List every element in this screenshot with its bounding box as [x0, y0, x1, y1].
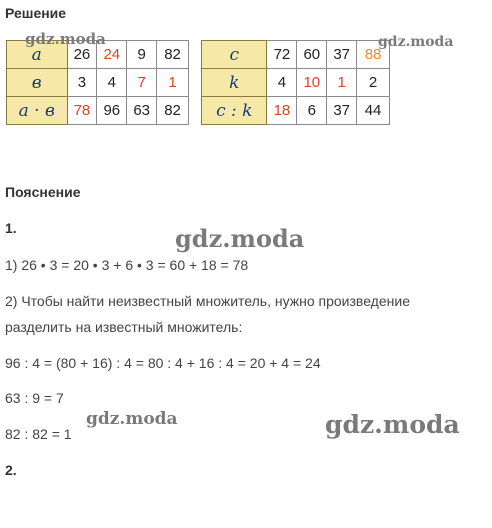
table-a-b-row-label: a — [7, 41, 68, 69]
table-a-b-cell: 1 — [157, 69, 189, 97]
table-c-k-row-label: c : k — [202, 97, 267, 125]
table-a-b-cell: 63 — [127, 97, 157, 125]
watermark-top-left: gdz.moda — [25, 30, 106, 48]
table-c-k-cell: 88 — [357, 41, 390, 69]
watermark-bottom-left: gdz.moda — [86, 409, 178, 429]
table-c-k-cell: 6 — [297, 97, 327, 125]
explanation-line-1: 1) 26 • 3 = 20 • 3 + 6 • 3 = 60 + 18 = 78 — [5, 257, 249, 273]
table-c-k-cell: 18 — [267, 97, 297, 125]
table-c-k-cell: 37 — [327, 41, 357, 69]
item-1-number: 1. — [5, 220, 17, 236]
table-a-b-row-label: a · в — [7, 97, 68, 125]
table-c-k-cell: 37 — [327, 97, 357, 125]
table-a-b-cell: 3 — [67, 69, 97, 97]
explanation-line-2a: 2) Чтобы найти неизвестный множитель, нужно произведение — [5, 293, 410, 309]
item-2-number: 2. — [5, 462, 17, 478]
table-c-k — [201, 40, 390, 125]
table-a-b-cell: 78 — [67, 97, 97, 125]
table-c-k-row-label: c — [202, 41, 267, 69]
table-c-k-row — [202, 69, 390, 97]
table-a-b-cell: 7 — [127, 69, 157, 97]
explanation-line-4: 63 : 9 = 7 — [5, 390, 64, 406]
watermark-bottom-right: gdz.moda — [325, 410, 460, 439]
table-c-k-row — [202, 41, 390, 69]
explanation-line-2b: разделить на известный множитель: — [5, 319, 243, 335]
explanation-line-5: 82 : 82 = 1 — [5, 426, 72, 442]
table-c-k-cell: 2 — [357, 69, 390, 97]
table-a-b-cell: 96 — [97, 97, 127, 125]
explanation-heading: Пояснение — [5, 184, 81, 200]
table-a-b-cell: 26 — [67, 41, 97, 69]
solution-heading: Решение — [5, 5, 67, 21]
table-a-b-cell: 24 — [97, 41, 127, 69]
table-a-b-cell: 82 — [157, 97, 189, 125]
table-a-b-row — [7, 97, 189, 125]
table-c-k-cell: 4 — [267, 69, 297, 97]
table-c-k-cell: 10 — [297, 69, 327, 97]
table-c-k-row-label: k — [202, 69, 267, 97]
table-a-b — [6, 40, 189, 125]
watermark-center: gdz.moda — [175, 224, 305, 253]
table-c-k-cell: 1 — [327, 69, 357, 97]
table-c-k-cell: 72 — [267, 41, 297, 69]
table-a-b-cell: 9 — [127, 41, 157, 69]
explanation-line-3: 96 : 4 = (80 + 16) : 4 = 80 : 4 + 16 : 4 = 20 + 4 = 24 — [5, 355, 321, 371]
table-c-k-cell: 44 — [357, 97, 390, 125]
table-a-b-cell: 82 — [157, 41, 189, 69]
watermark-top-right: gdz.moda — [378, 34, 454, 50]
table-a-b-row-label: в — [7, 69, 68, 97]
table-c-k-row — [202, 97, 390, 125]
table-a-b-row — [7, 69, 189, 97]
table-c-k-cell: 60 — [297, 41, 327, 69]
table-a-b-cell: 4 — [97, 69, 127, 97]
